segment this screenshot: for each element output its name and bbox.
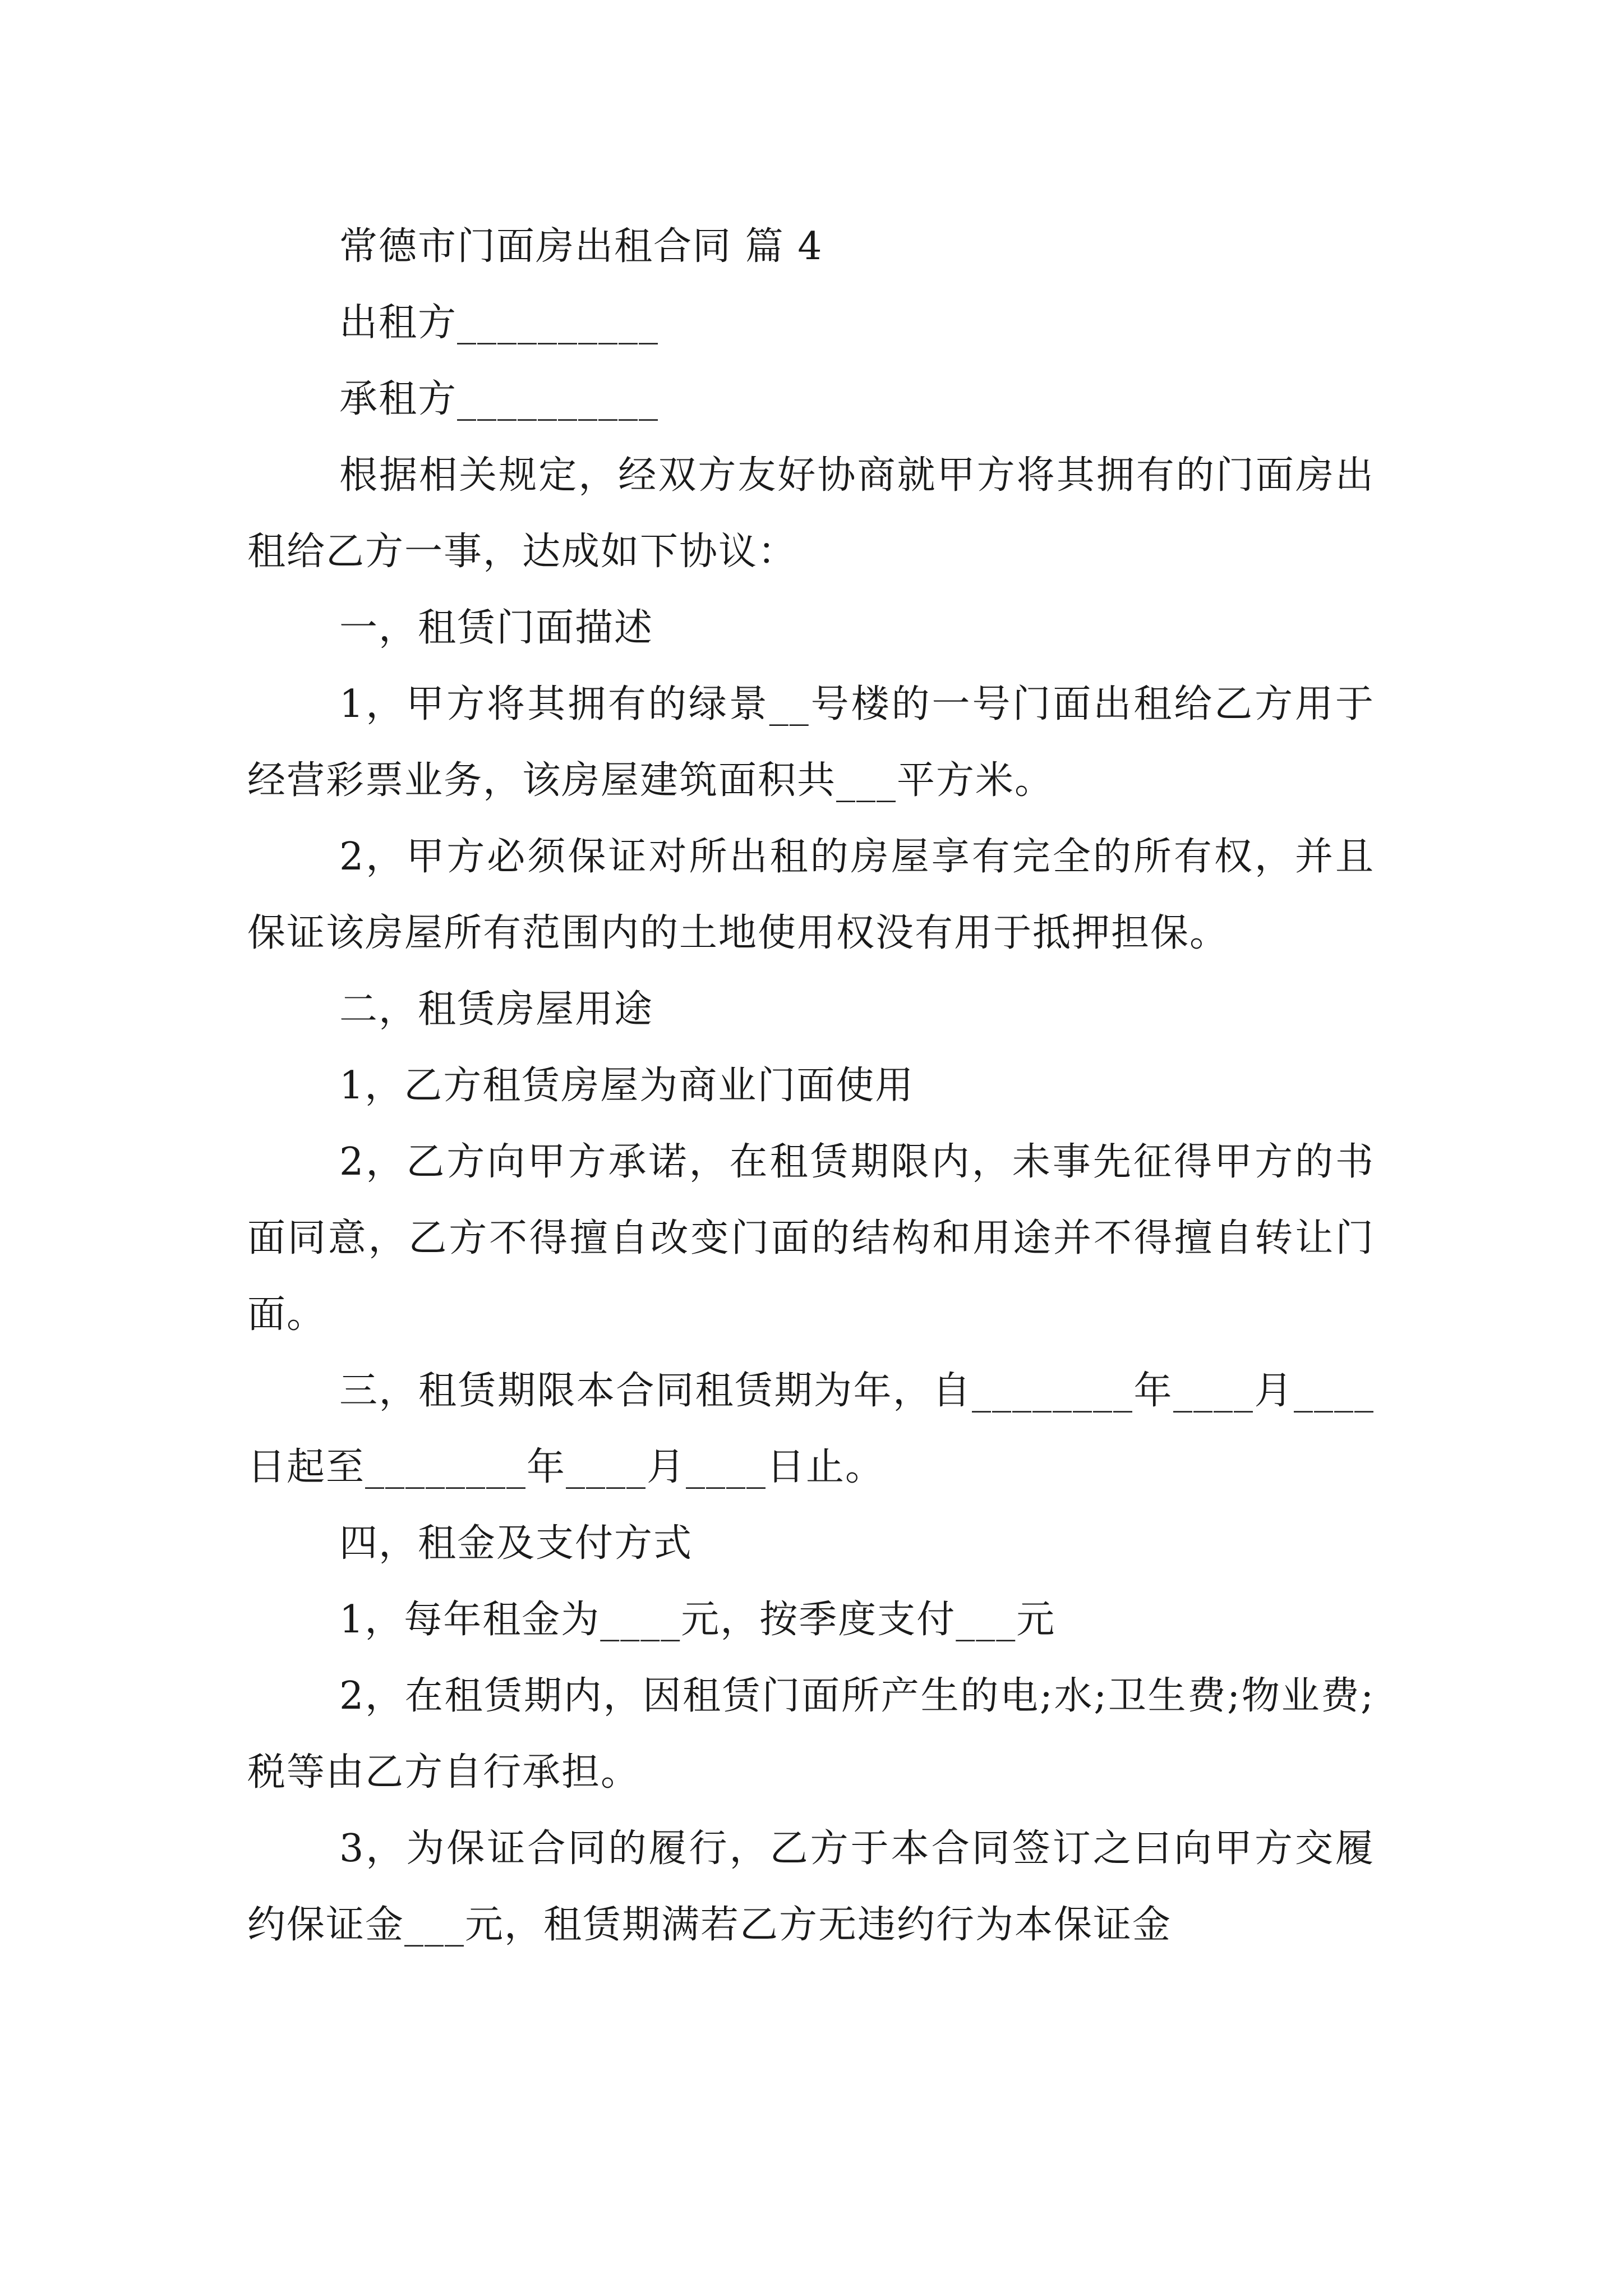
clause-4-2: 2，在租赁期内，因租赁门面所产生的电;水;卫生费;物业费;税等由乙方自行承担。 — [247, 1674, 1375, 1795]
clause-1-1: 1，甲方将其拥有的绿景__号楼的一号门面出租给乙方用于经营彩票业务，该房屋建筑面积共___平方米。 — [247, 682, 1375, 803]
clause-1-2: 2，甲方必须保证对所出租的房屋享有完全的所有权，并且保证该房屋所有范围内的土地使用权没有用于抵押担保。 — [247, 835, 1375, 955]
clause-2-1: 1，乙方租赁房屋为商业门面使用 — [339, 1064, 915, 1108]
section-heading-1: 一，租赁门面描述 — [339, 606, 654, 650]
contract-body — [247, 209, 1375, 1963]
document-title: 常德市门面房出租合同 篇 4 — [339, 224, 823, 269]
lessor-line: 出租方__________ — [339, 301, 660, 345]
section-heading-2: 二，租赁房屋用途 — [339, 987, 654, 1032]
clause-2-2: 2，乙方向甲方承诺，在租赁期限内，未事先征得甲方的书面同意，乙方不得擅自改变门面的结构和用途并不得擅自转让门面。 — [247, 1140, 1375, 1337]
preamble-paragraph: 根据相关规定，经双方友好协商就甲方将其拥有的门面房出租给乙方一事，达成如下协议： — [247, 453, 1375, 574]
clause-4-1: 1，每年租金为____元，按季度支付___元 — [339, 1598, 1056, 1642]
clause-4-3: 3，为保证合同的履行，乙方于本合同签订之曰向甲方交履约保证金___元，租赁期满若乙方无违约行为本保证金 — [247, 1826, 1375, 1947]
section-3-term: 三，租赁期限本合同租赁期为年，自________年____月____日起至________年____月____日止。 — [247, 1369, 1375, 1489]
section-heading-4: 四，租金及支付方式 — [339, 1521, 693, 1566]
lessee-line: 承租方__________ — [339, 377, 660, 421]
